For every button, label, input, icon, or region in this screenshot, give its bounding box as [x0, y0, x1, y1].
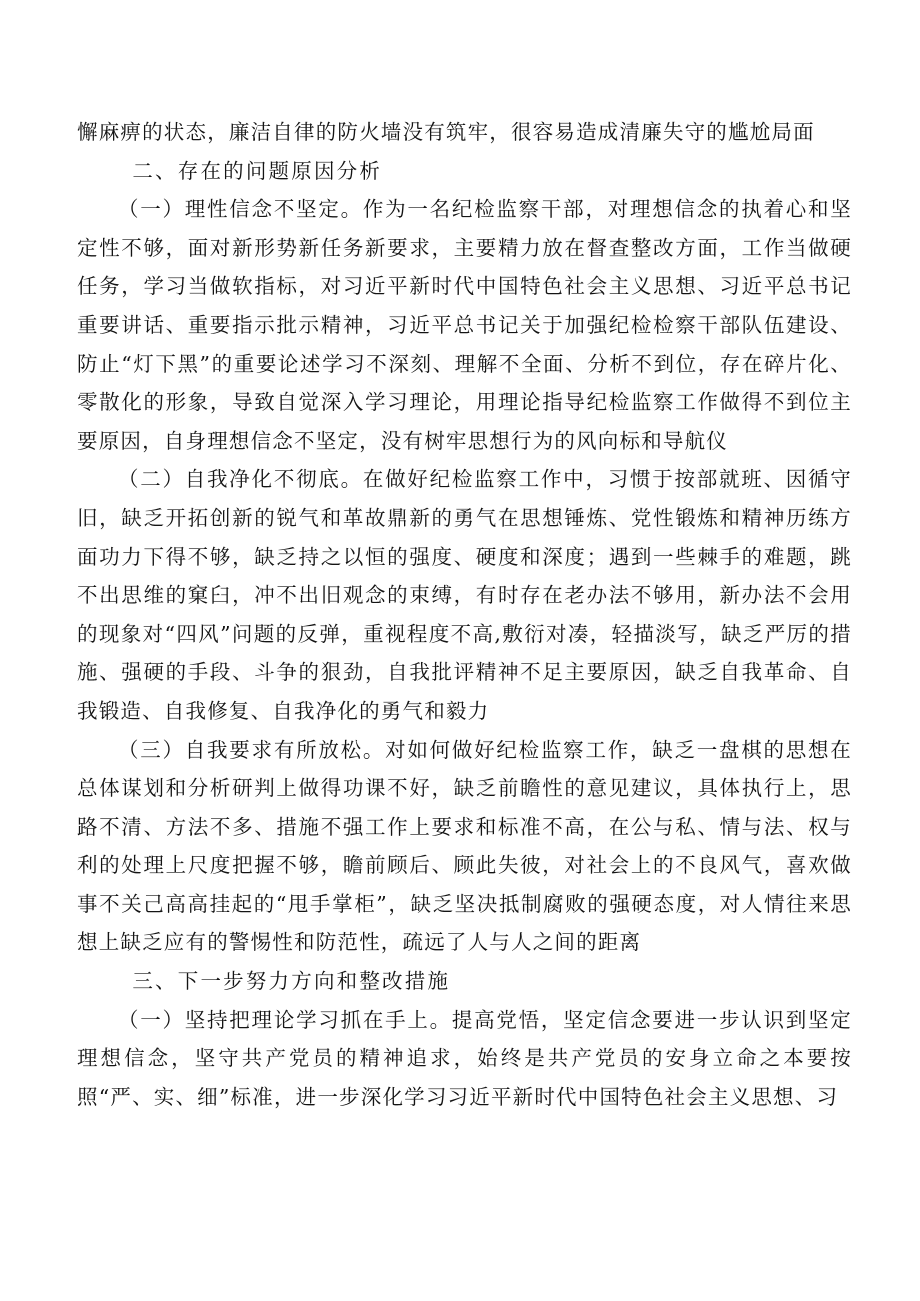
- section-heading-2: 二、存在的问题原因分析: [132, 158, 383, 183]
- paragraph-self-purification: （二）自我净化不彻底。在做好纪检监察工作中，习惯于按部就班、因循守旧，缺乏开拓创新的锐气和革故鼎新的勇气在思想锤炼、党性锻炼和精神历练方面功力下得不够，缺乏持之以恒的强度、硬度和深度；遇到一些棘手的难题，跳不出思维的窠臼，冲不出旧观念的束缚，有时存在老办法不够用，新办法不会用的现象对“四风”问题的反弹，重视程度不高,敷衍对凑，轻描淡写，缺乏严厉的措施、强硬的手段、斗争的狠劲，自我批评精神不足主要原因，缺乏自我革命、自我锻造、自我修复、自我净化的勇气和毅力: [77, 467, 852, 723]
- section-heading-3: 三、下一步努力方向和整改措施: [132, 969, 451, 994]
- document-body: [77, 113, 852, 1116]
- paragraph-self-requirement: （三）自我要求有所放松。对如何做好纪检监察工作，缺乏一盘棋的思想在总体谋划和分析研判上做得功课不好，缺乏前瞻性的意见建议，具体执行上，思路不清、方法不多、措施不强工作上要求和标准不高，在公与私、情与法、权与利的处理上尺度把握不够，瞻前顾后、顾此失彼，对社会上的不良风气，喜欢做事不关己高高挂起的“甩手掌柜”，缺乏坚决抵制腐败的强硬态度，对人情往来思想上缺乏应有的警惕性和防范性，疏远了人与人之间的距离: [77, 737, 852, 955]
- continuation-paragraph: 懈麻痹的状态，廉洁自律的防火墙没有筑牢，很容易造成清廉失守的尴尬局面: [77, 120, 815, 144]
- paragraph-theory-study: （一）坚持把理论学习抓在手上。提高党悟，坚定信念要进一步认识到坚定理想信念，坚守共产党员的精神追求，始终是共产党员的安身立命之本要按照“严、实、细”标准，进一步深化学习习近平新时代中国特色社会主义思想、习: [77, 1007, 852, 1109]
- paragraph-belief: （一）理性信念不坚定。作为一名纪检监察干部，对理想信念的执着心和坚定性不够，面对新形势新任务新要求，主要精力放在督查整改方面，工作当做硬任务，学习当做软指标，对习近平新时代中国特色社会主义思想、习近平总书记重要讲话、重要指示批示精神，习近平总书记关于加强纪检检察干部队伍建设、防止“灯下黑”的重要论述学习不深刻、理解不全面、分析不到位，存在碎片化、零散化的形象，导致自觉深入学习理论，用理论指导纪检监察工作做得不到位主要原因，自身理想信念不坚定，没有树牢思想行为的风向标和导航仪: [77, 197, 852, 453]
